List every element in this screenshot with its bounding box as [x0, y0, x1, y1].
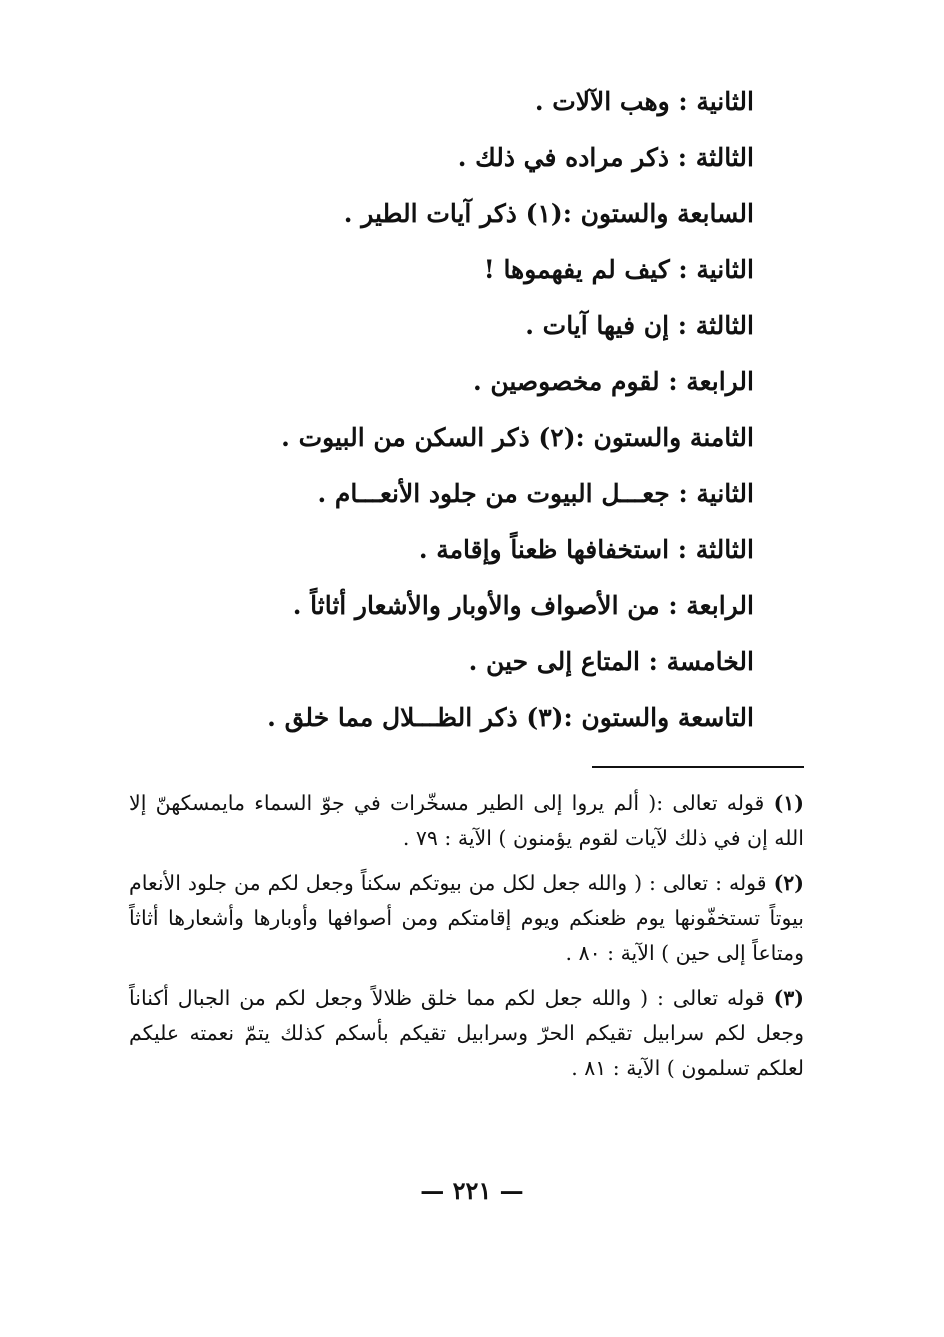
main-line: الخامسة : المتاع إلى حين .: [468, 647, 754, 676]
main-line: السابعة والستون :(١) ذكر آيات الطير .: [343, 199, 754, 228]
footnote-divider: [592, 766, 804, 768]
footnote-text: قوله تعالى :( ألم يروا إلى الطير مسخّرات في جوّ السماء مايمسكهنّ إلا الله إن في ذلك لآيات لقوم يؤمنون ) الآية : ٧٩ .: [129, 791, 804, 850]
main-line: الثانية : وهب الآلات .: [534, 87, 754, 116]
main-text: [134, 78, 754, 750]
main-line: الثامنة والستون :(٢) ذكر السكن من البيوت .: [281, 423, 754, 452]
footnote-2: [129, 866, 804, 971]
footnote-text: قوله تعالى : ( والله جعل لكم مما خلق ظلالاً وجعل لكم من الجبال أكناناً وجعل لكم سرابيل تقيكم الحرّ وسرابيل تقيكم بأسكم كذلك يتمّ نعمته عليكم لعلكم تسلمون ) الآية : ٨١ .: [129, 986, 804, 1080]
footnote-text: قوله : تعالى : ( والله جعل لكل من بيوتكم سكناً وجعل لكم من جلود الأنعام بيوتاً تستخفّونها يوم ظعنكم ويوم إقامتكم ومن أصوافها وأوبارها وأشعارها أثاثاً ومتاعاً إلى حين ) الآية : ٨٠ .: [129, 871, 804, 965]
main-line: الثالثة : استخفافها ظعناً وإقامة .: [418, 535, 754, 564]
main-line: الرابعة : من الأصواف والأوبار والأشعار أثاثاً .: [292, 591, 754, 620]
page-number: — ٢٢١ —: [420, 1176, 524, 1205]
main-line: الثالثة : إن فيها آيات .: [525, 311, 754, 340]
footnotes-section: [129, 786, 804, 1096]
main-line: الثالثة : ذكر مراده في ذلك .: [457, 143, 754, 172]
main-line: الرابعة : لقوم مخصوصين .: [472, 367, 754, 396]
main-line: التاسعة والستون :(٣) ذكر الظـــلال مما خلق .: [267, 703, 754, 732]
main-line: الثانية : جعـــل البيوت من جلود الأنعـــام .: [317, 479, 754, 508]
footnote-1: [129, 786, 804, 856]
footnote-number: (١): [773, 791, 804, 815]
footnote-number: (٣): [773, 986, 804, 1010]
main-line: الثانية : كيف لم يفهموها !: [483, 255, 754, 284]
footnote-3: [129, 981, 804, 1086]
footnote-number: (٢): [773, 871, 804, 895]
